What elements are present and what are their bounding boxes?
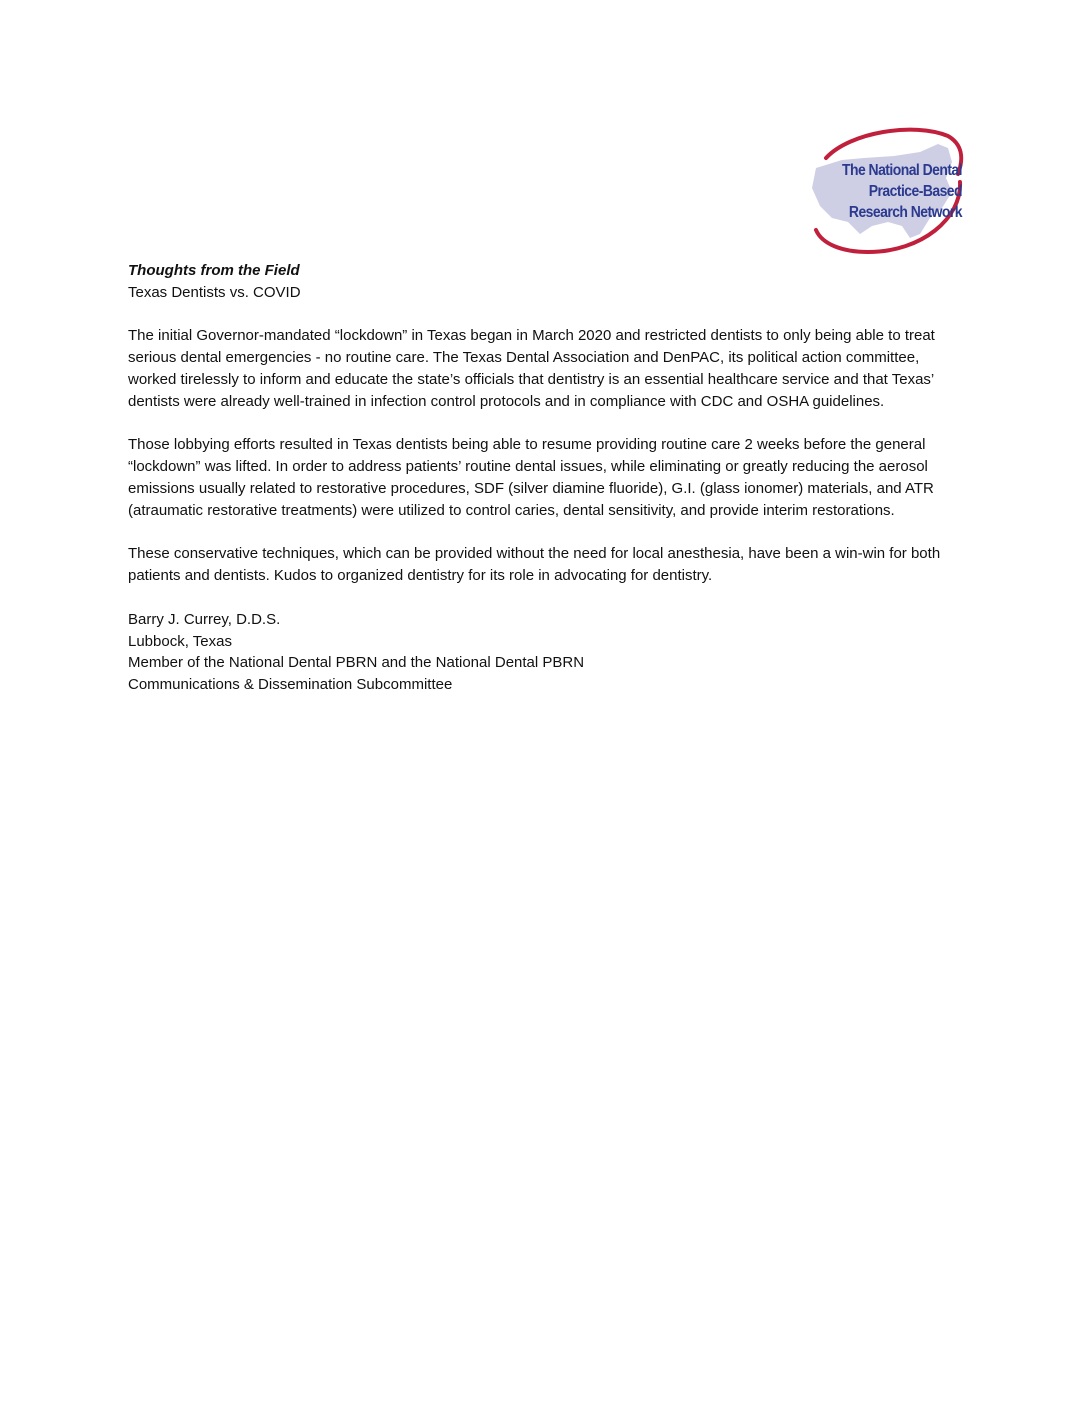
author-location: Lubbock, Texas <box>128 632 232 650</box>
author-name: Barry J. Currey, D.D.S. <box>128 610 281 628</box>
logo-line-1: The National Dental <box>842 162 962 179</box>
paragraph-3: These conservative techniques, which can be provided without the need for local anesthesia, have been a win-win for both patients and dentists. Kudos to organized dentistry for its role in advocating for dentistry. <box>128 545 941 585</box>
network-logo <box>802 122 968 256</box>
paragraph-2: Those lobbying efforts resulted in Texas dentists being able to resume providing routine care 2 weeks before the general “lockdown” was lifted. In order to address patients’ routine dental issues, while eliminating or greatly reducing the aerosol emissions usually related to restorative procedures, SDF (silver diamine fluoride), G.I. (glass ionomer) materials, and ATR (atraumatic restorative treatments) were utilized to control caries, dental sensitivity, and provide interim restorations. <box>128 436 934 519</box>
author-role-line-2: Communications & Dissemination Subcommittee <box>128 676 453 694</box>
article-content <box>128 260 968 696</box>
article-title: Thoughts from the Field <box>128 262 300 279</box>
logo-line-3: Research Network <box>848 204 962 221</box>
author-role-line-1: Member of the National Dental PBRN and the National Dental PBRN <box>128 654 585 672</box>
paragraph-1: The initial Governor-mandated “lockdown” in Texas began in March 2020 and restricted dentists to only being able to treat serious dental emergencies - no routine care. The Texas Dental Association and DenPAC, its political action committee, worked tirelessly to inform and educate the state’s officials that dentistry is an essential healthcare service and that Texas’ dentists were already well-trained in infection control protocols and in compliance with CDC and OSHA guidelines. <box>128 327 935 410</box>
article-subtitle: Texas Dentists vs. COVID <box>128 283 301 301</box>
signature-block <box>128 609 968 696</box>
logo-line-2: Practice-Based <box>868 183 962 200</box>
logo-text <box>822 160 962 223</box>
